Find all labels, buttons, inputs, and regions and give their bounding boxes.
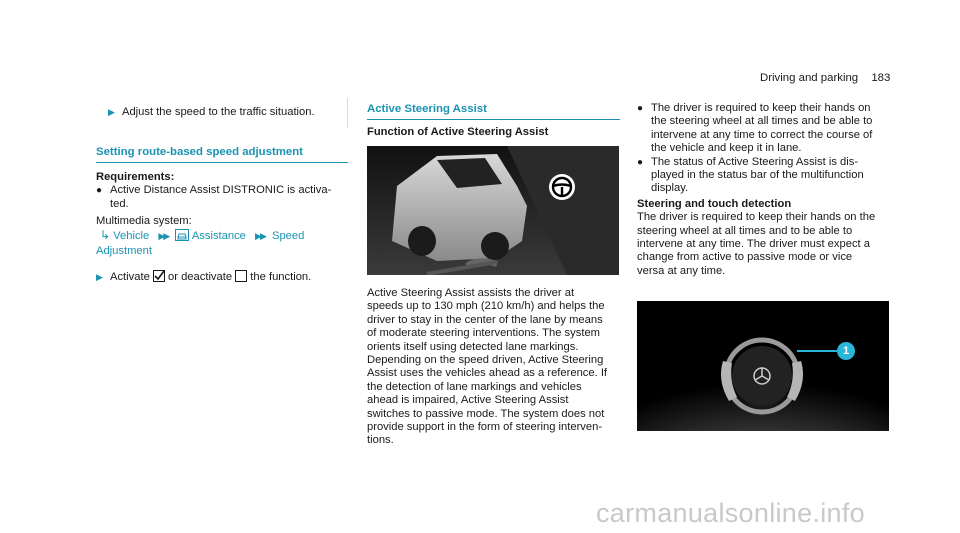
step-instruction — [96, 106, 346, 119]
menu-path-vehicle[interactable]: Vehicle — [113, 229, 150, 242]
play-triangle-icon: ▶ — [108, 107, 115, 117]
body-line: steering wheel at all times and to be able to — [637, 224, 853, 237]
list-item — [637, 102, 899, 156]
path-arrow-icon: ↳ — [100, 227, 111, 242]
function-text: the function. — [250, 271, 312, 284]
menu-path-speed[interactable]: Speed — [271, 229, 305, 242]
watermark: carmanualsonline.info — [596, 498, 865, 528]
bullet-dot-icon: ● — [637, 103, 644, 114]
car-illustration — [367, 146, 619, 275]
body-line: The status of Active Steering Assist is dis- — [651, 155, 859, 168]
activate-text: Activate — [110, 271, 150, 284]
body-line: intervene at any time to correct the course of — [651, 128, 873, 141]
subheading: Function of Active Steering Assist — [367, 126, 549, 138]
menu-path — [96, 229, 351, 245]
menu-path-adjustment[interactable]: Adjustment — [96, 245, 152, 258]
requirements-label: Requirements: — [96, 171, 175, 183]
car-assist-icon — [175, 229, 189, 245]
checkbox-checked-icon[interactable] — [153, 270, 165, 286]
column-divider — [347, 98, 348, 128]
body-line: of moderate steering interventions. The system — [367, 327, 600, 340]
bullet-dot-icon: ● — [637, 156, 644, 168]
requirement-item — [96, 184, 351, 211]
section-title: Driving and parking — [760, 72, 859, 84]
double-chevron-icon: ▶▶ — [255, 230, 265, 241]
body-line: The driver is required to keep their hands on the — [637, 211, 876, 224]
heading-rule — [96, 162, 348, 163]
body-line: the vehicle and keep it in lane. — [651, 142, 802, 155]
page-number: 183 — [871, 72, 891, 84]
heading-rule — [367, 119, 620, 120]
body-line: Depending on the speed driven, Active Steering — [367, 354, 604, 367]
section-heading: Active Steering Assist — [367, 103, 487, 115]
body-line: played in the status bar of the multifunction — [651, 169, 864, 182]
body-line: versa at any time. — [637, 264, 726, 277]
body-line: intervene at any time. The driver must expect a — [637, 238, 870, 251]
multimedia-label: Multimedia system: — [96, 215, 192, 228]
body-line: the steering wheel at all times and be able to — [651, 115, 873, 128]
deactivate-text: or deactivate — [168, 271, 233, 284]
page-header — [760, 72, 890, 85]
menu-path-assistance[interactable]: Assistance — [191, 229, 246, 242]
column-1 — [96, 106, 346, 119]
play-triangle-icon: ▶ — [96, 272, 103, 283]
steering-wheel-illustration — [637, 301, 889, 431]
column-3 — [637, 102, 899, 278]
requirement-line: ted. — [110, 197, 129, 210]
double-chevron-icon: ▶▶ — [158, 230, 169, 241]
list-item — [637, 156, 899, 196]
body-line: The driver is required to keep their hands on — [651, 102, 871, 114]
body-line: Assist uses the vehicles ahead as a reference. If — [367, 367, 608, 380]
body-line: tions. — [367, 434, 394, 447]
requirement-line: Active Distance Assist DISTRONIC is activa- — [110, 184, 332, 197]
bullet-dot-icon: ● — [96, 185, 103, 197]
section-heading: Setting route-based speed adjustment — [96, 146, 303, 158]
body-line: orients itself using detected lane markings. — [367, 340, 579, 353]
activate-instruction — [96, 270, 351, 286]
step-text: Adjust the speed to the traffic situation. — [122, 106, 315, 118]
checkbox-empty-icon[interactable] — [235, 270, 247, 286]
callout-marker: 1 — [837, 342, 855, 360]
body-line: ahead is impaired, Active Steering Assist — [367, 394, 569, 407]
body-line: change from active to passive mode or vice — [637, 251, 853, 264]
steering-assist-description — [367, 287, 622, 448]
body-line: speeds up to 130 mph (210 km/h) and helps the — [367, 300, 605, 313]
requirements-block — [96, 171, 351, 287]
body-line: switches to passive mode. The system does not — [367, 407, 605, 420]
subheading: Steering and touch detection — [637, 197, 792, 210]
steering-wheel-icon — [549, 174, 575, 200]
body-line: Active Steering Assist assists the driver at — [367, 287, 575, 299]
body-line: the detection of lane markings and vehicles — [367, 380, 582, 393]
body-line: display. — [651, 182, 689, 195]
body-line: provide support in the form of steering interven- — [367, 421, 603, 434]
body-line: driver to stay in the center of the lane by means — [367, 313, 603, 326]
